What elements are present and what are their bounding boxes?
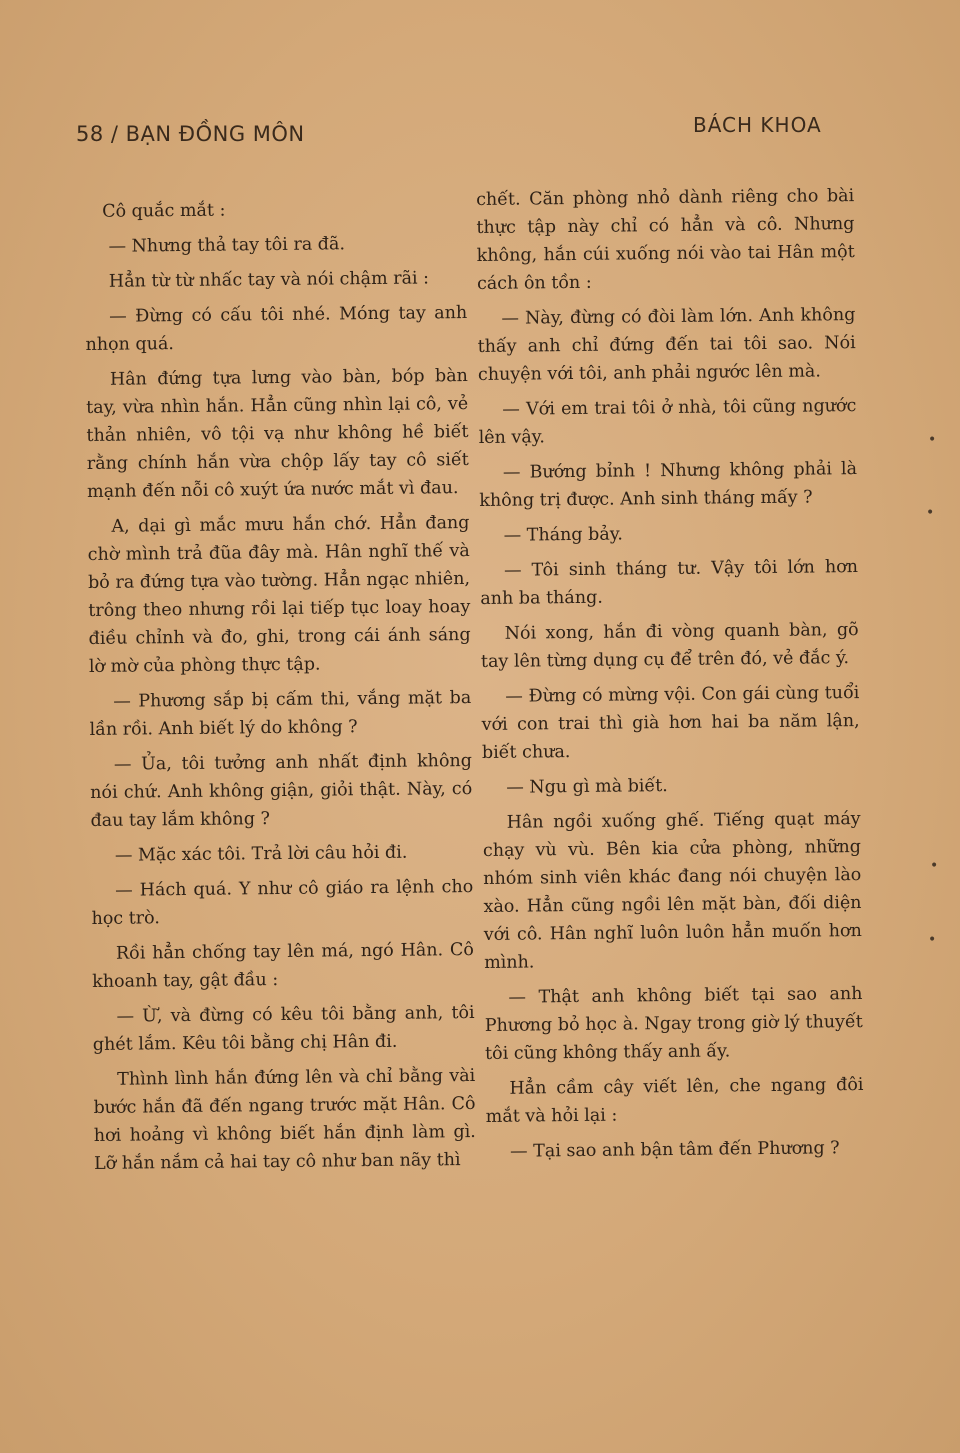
paragraph: A, dại gì mắc mưu hắn chớ. Hẳn đang chờ mình trả đũa đây mà. Hân nghĩ thế và bỏ ra đứng tựa vào tường. Hẳn ngạc nhiên, trông theo nhưng rồi lại tiếp tục loay hoay điều chỉnh và đo, ghi, trong cái ánh sáng lờ mờ của phòng thực tập. <box>87 512 471 677</box>
paragraph: — Tôi sinh tháng tư. Vậy tôi lớn hơn anh ba tháng. <box>480 557 859 609</box>
print-speck-icon: • <box>926 505 935 521</box>
paragraph: chết. Căn phòng nhỏ dành riêng cho bài thực tập này chỉ có hẳn và cô. Nhưng không, hắn cúi xuống nói vào tai Hân một cách ôn tồn : <box>476 186 855 294</box>
left-column <box>84 194 476 1185</box>
paragraph: Cô quắc mắt : <box>102 200 226 222</box>
paragraph: — Nhưng thả tay tôi ra đã. <box>108 234 346 257</box>
paragraph: Hân ngồi xuống ghế. Tiếng quạt máy chạy vù vù. Bên kia cửa phòng, những nhóm sinh viên khác đang nói chuyện lào xào. Hẳn cũng ngồi lên mặt bàn, đối diện với cô. Hân nghĩ luôn luôn hẳn muốn hơn mình. <box>482 809 862 973</box>
print-speck-icon: • <box>930 858 939 874</box>
paragraph: — Đừng có cấu tôi nhé. Móng tay anh nhọn quá. <box>85 302 468 355</box>
print-speck-icon: • <box>928 932 937 948</box>
paragraph: Hân đứng tựa lưng vào bàn, bóp bàn tay, vừa nhìn hắn. Hẳn cũng nhìn lại cô, vẻ thản nhiên, vô tội vạ như không hề biết rằng chính hắn vừa chộp lấy tay cô siết mạnh đến nỗi cô xuýt ứa nước mắt vì đau. <box>86 365 469 502</box>
right-column <box>476 182 864 1173</box>
paragraph: Rồi hẳn chống tay lên má, ngó Hân. Cô khoanh tay, gật đầu : <box>92 939 475 992</box>
paragraph: — Tháng bảy. <box>503 524 624 546</box>
paragraph: — Phương sắp bị cấm thi, vắng mặt ba lần rồi. Anh biết lý do không ? <box>89 687 472 740</box>
paragraph: — Mặc xác tôi. Trả lời câu hỏi đi. <box>114 842 408 866</box>
paragraph: — Với em trai tôi ở nhà, tôi cũng ngước lên vậy. <box>478 396 857 448</box>
paragraph: — Ừ, và đừng có kêu tôi bằng anh, tôi ghét lắm. Kêu tôi bằng chị Hân đi. <box>92 1002 475 1055</box>
page-header-right: BÁCH KHOA <box>693 113 822 137</box>
paragraph: Nói xong, hắn đi vòng quanh bàn, gõ tay lên từng dụng cụ để trên đó, vẻ đắc ý. <box>480 620 859 672</box>
paragraph: Thình lình hắn đứng lên và chỉ bằng vài bước hắn đã đến ngang trước mặt Hân. Cô hơi hoảng vì không biết hắn định làm gì. Lỡ hắn nắm cả hai tay cô như ban nãy thì <box>93 1065 476 1174</box>
paragraph: — Tại sao anh bận tâm đến Phương ? <box>510 1138 840 1162</box>
paragraph: — Bướng bỉnh ! Nhưng không phải là không trị được. Anh sinh tháng mấy ? <box>479 459 858 511</box>
paragraph: — Ủa, tôi tưởng anh nhất định không nói chứ. Anh không giận, giỏi thật. Này, có đau tay lắm không ? <box>90 750 473 831</box>
paragraph: — Hách quá. Y như cô giáo ra lệnh cho học trò. <box>91 876 474 929</box>
print-speck-icon: • <box>928 432 937 448</box>
paragraph: — Ngu gì mà biết. <box>506 776 668 798</box>
paragraph: — Đừng có mừng vội. Con gái cùng tuổi với con trai thì già hơn hai ba năm lận, biết chưa. <box>481 683 860 763</box>
paragraph: — Thật anh không biết tại sao anh Phương bỏ học à. Ngay trong giờ lý thuyết tôi cũng không thấy anh ấy. <box>484 983 863 1064</box>
paragraph: Hẳn từ từ nhấc tay và nói chậm rãi : <box>108 268 430 292</box>
paragraph: — Này, đừng có đòi làm lớn. Anh không thấy anh chỉ đứng đến tai tôi sao. Nói chuyện với tôi, anh phải ngước lên mà. <box>477 305 856 385</box>
page-header-left: 58 / BẠN ĐỒNG MÔN <box>76 122 305 146</box>
paragraph: Hẳn cầm cây viết lên, che ngang đôi mắt và hỏi lại : <box>485 1074 864 1127</box>
